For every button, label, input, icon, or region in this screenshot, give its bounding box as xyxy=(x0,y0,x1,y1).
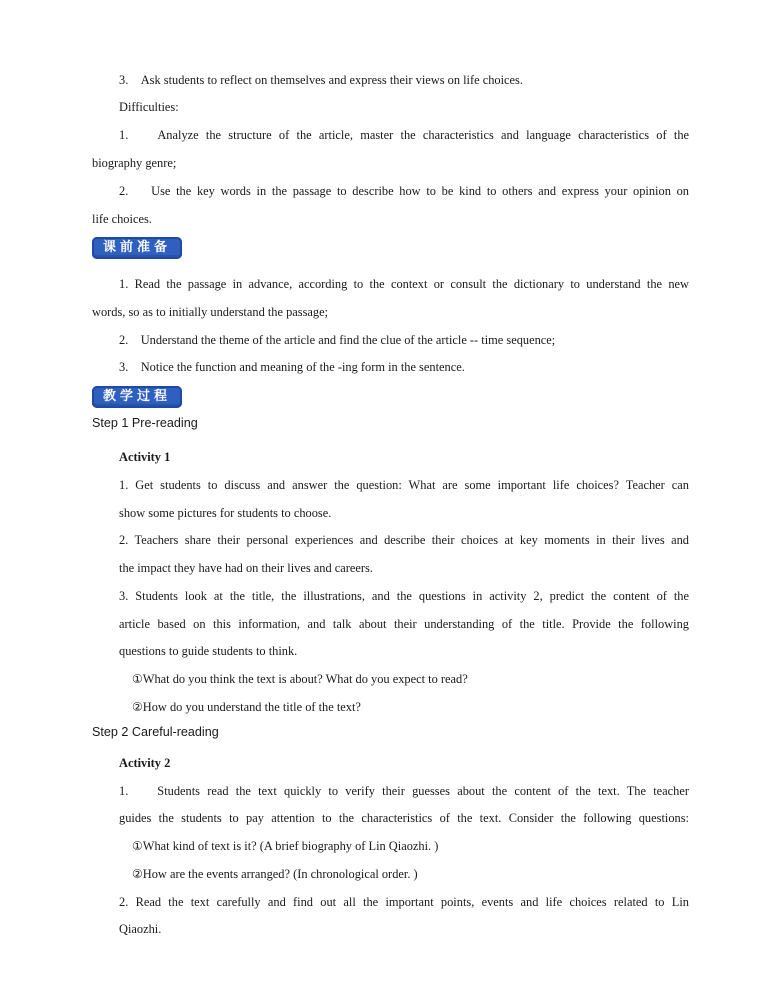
activity-1-item-2-line-2: the impact they have had on their lives and careers. xyxy=(119,561,373,575)
guide-question-2: ②How do you understand the title of the text? xyxy=(132,700,361,714)
activity-2-item-1-line-2: guides the students to pay attention to the characteristics of the text. Consider the following questions: xyxy=(119,811,689,825)
activity-1-item-3-line-1: 3. Students look at the title, the illustrations, and the questions in activity 2, predict the content of the xyxy=(119,589,689,603)
difficulty-1-line-2: biography genre; xyxy=(92,156,177,170)
activity-1-item-3-line-2: article based on this information, and talk about their understanding of the title. Provide the following xyxy=(119,617,689,631)
guide-question-4: ②How are the events arranged? (In chronological order. ) xyxy=(132,867,418,881)
circled-number-1-icon: ① xyxy=(132,672,143,686)
circled-number-1-icon: ① xyxy=(132,839,143,853)
objective-item-3: 3. Ask students to reflect on themselves and express their views on life choices. xyxy=(119,73,523,87)
pre-class-item-2: 2. Understand the theme of the article and find the clue of the article -- time sequence; xyxy=(119,333,556,347)
activity-2-item-2-line-1: 2. Read the text carefully and find out all the important points, events and life choices related to Lin xyxy=(119,895,689,909)
pre-class-preparation-badge: 课前准备 xyxy=(92,237,182,259)
activity-1-item-1-line-2: show some pictures for students to choose. xyxy=(119,506,332,520)
pre-class-item-3: 3. Notice the function and meaning of the -ing form in the sentence. xyxy=(119,360,465,374)
difficulty-2-line-1: 2. Use the key words in the passage to describe how to be kind to others and express your opinion on xyxy=(119,184,689,198)
teaching-process-badge: 教学过程 xyxy=(92,386,182,408)
difficulty-1-line-1: 1. Analyze the structure of the article, master the characteristics and language characteristics of the xyxy=(119,128,690,142)
activity-2-heading: Activity 2 xyxy=(119,756,171,770)
step-2-heading: Step 2 Careful-reading xyxy=(92,725,219,739)
pre-class-item-1-line-2: words, so as to initially understand the passage; xyxy=(92,305,329,319)
activity-1-item-2-line-1: 2. Teachers share their personal experiences and describe their choices at key moments in their lives and xyxy=(119,533,689,547)
activity-1-item-1-line-1: 1. Get students to discuss and answer the question: What are some important life choices? Teacher can xyxy=(119,478,689,492)
circled-number-2-icon: ② xyxy=(132,700,143,714)
step-1-heading: Step 1 Pre-reading xyxy=(92,416,198,430)
activity-1-item-3-line-3: questions to guide students to think. xyxy=(119,644,298,658)
guide-question-3: ①What kind of text is it? (A brief biography of Lin Qiaozhi. ) xyxy=(132,839,439,853)
guide-question-1: ①What do you think the text is about? What do you expect to read? xyxy=(132,672,468,686)
activity-2-item-2-line-2: Qiaozhi. xyxy=(119,922,162,936)
activity-2-item-1-line-1: 1. Students read the text quickly to verify their guesses about the content of the text. The teacher xyxy=(119,784,690,798)
difficulties-label: Difficulties: xyxy=(119,100,179,114)
difficulty-2-line-2: life choices. xyxy=(92,212,152,226)
activity-1-heading: Activity 1 xyxy=(119,450,171,464)
circled-number-2-icon: ② xyxy=(132,867,143,881)
pre-class-item-1-line-1: 1. Read the passage in advance, according to the context or consult the dictionary to understand the new xyxy=(119,277,689,291)
